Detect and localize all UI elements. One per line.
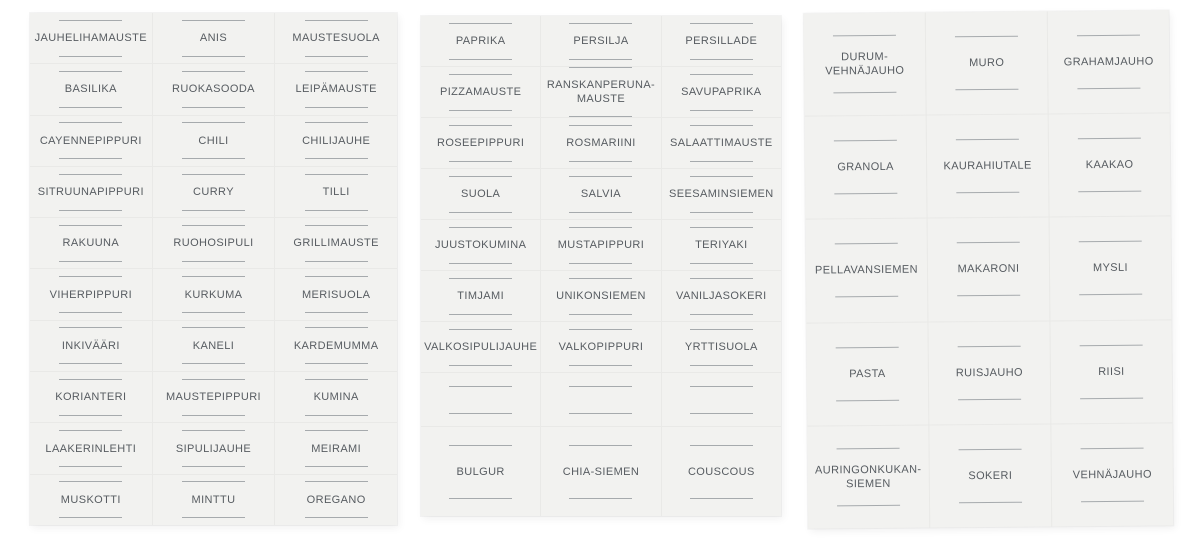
- label-text: YRTTISUOLA: [684, 341, 758, 353]
- label-rule-top: [690, 329, 753, 330]
- label-rule-bottom: [569, 212, 632, 213]
- label-rule-top: [955, 36, 1018, 38]
- label-rule-bottom: [690, 413, 753, 414]
- label-text: PASTA: [849, 367, 886, 380]
- label-rule-top: [1077, 35, 1140, 37]
- label-text: CURRY: [193, 186, 234, 199]
- label-text: VANILJASOKERI: [676, 290, 767, 302]
- label-rule-bottom: [449, 365, 512, 366]
- label-rule-bottom: [690, 498, 753, 499]
- label-cell: [153, 321, 275, 371]
- label-rule-top: [59, 122, 122, 123]
- label-rule-bottom: [836, 399, 899, 401]
- label-rule-bottom: [569, 116, 632, 117]
- label-rule-bottom: [449, 498, 512, 499]
- label-rule-top: [690, 227, 753, 228]
- label-rule-bottom: [182, 415, 245, 416]
- label-cell: [275, 218, 397, 268]
- label-cell: [805, 116, 927, 219]
- label-rule-top: [690, 278, 753, 279]
- label-rule-top: [1078, 138, 1141, 140]
- label-text: MAKARONI: [957, 263, 1020, 276]
- label-rule-bottom: [59, 56, 122, 57]
- label-rule-bottom: [59, 466, 122, 467]
- label-rule-top: [958, 345, 1021, 347]
- label-cell: [30, 269, 152, 319]
- label-rule-bottom: [59, 158, 122, 159]
- label-text: [542, 397, 660, 403]
- label-cell: [153, 167, 275, 217]
- label-rule-bottom: [834, 193, 897, 195]
- label-rule-bottom: [1077, 88, 1140, 90]
- label-rule-top: [59, 71, 122, 72]
- label-cell: [662, 16, 781, 66]
- label-text: MEIRAMI: [311, 442, 362, 455]
- label-text: INKIVÄÄRI: [61, 339, 120, 352]
- label-cell: [30, 116, 152, 166]
- label-rule-top: [59, 20, 122, 21]
- label-cell: [153, 116, 275, 166]
- label-rule-top: [834, 140, 897, 142]
- label-rule-bottom: [690, 59, 753, 60]
- label-rule-top: [305, 225, 368, 226]
- label-text: AURINGONKUKAN-SIEMEN: [814, 463, 922, 491]
- label-text: MURO: [969, 56, 1005, 70]
- label-cell: [30, 475, 152, 525]
- label-cell: [541, 16, 660, 66]
- label-rule-bottom: [182, 517, 245, 518]
- label-rule-top: [182, 379, 245, 380]
- label-cell: [926, 11, 1048, 114]
- label-cell: [541, 427, 660, 516]
- label-sheet-1: [30, 13, 397, 525]
- label-rule-bottom: [837, 505, 900, 507]
- label-rule-top: [59, 327, 122, 328]
- label-text: JAUHELIHAMAUSTE: [34, 32, 147, 45]
- label-text: CHILI: [198, 134, 229, 147]
- label-text: TILLI: [322, 186, 350, 199]
- label-cell: [541, 322, 660, 372]
- label-rule-bottom: [59, 261, 122, 262]
- label-rule-top: [59, 276, 122, 277]
- label-rule-top: [182, 122, 245, 123]
- label-cell: [30, 13, 152, 63]
- label-rule-bottom: [305, 107, 368, 108]
- label-text: BULGUR: [456, 465, 505, 478]
- label-text: SALAATTIMAUSTE: [670, 137, 773, 149]
- label-text: RUOKASOODA: [172, 83, 255, 96]
- label-text: [662, 397, 780, 403]
- label-cell: [275, 167, 397, 217]
- label-text: RAKUUNA: [62, 237, 120, 250]
- label-cell: [30, 423, 152, 473]
- label-rule-bottom: [305, 517, 368, 518]
- label-rule-top: [569, 227, 632, 228]
- label-cell: [153, 269, 275, 319]
- label-rule-bottom: [958, 398, 1021, 400]
- label-text: SITRUUNAPIPPURI: [37, 186, 144, 199]
- label-rule-top: [449, 386, 512, 387]
- label-rule-bottom: [956, 192, 1019, 194]
- label-cell: [153, 372, 275, 422]
- label-cell: [927, 115, 1049, 218]
- label-rule-top: [305, 174, 368, 175]
- label-rule-top: [182, 71, 245, 72]
- label-text: KAAKAO: [1085, 159, 1134, 172]
- label-rule-top: [690, 74, 753, 75]
- label-text: SUOLA: [461, 188, 501, 200]
- label-rule-top: [569, 329, 632, 330]
- label-rule-bottom: [182, 261, 245, 262]
- label-text: GRAHAMJAUHO: [1063, 55, 1154, 69]
- label-text: KANELI: [192, 339, 235, 352]
- label-text: VEHNÄJAUHO: [1072, 468, 1152, 482]
- label-rule-bottom: [569, 59, 632, 60]
- label-text: VIHERPIPPURI: [49, 288, 133, 301]
- label-rule-bottom: [1078, 191, 1141, 193]
- label-rule-bottom: [59, 312, 122, 313]
- label-text: UNIKONSIEMEN: [556, 290, 646, 302]
- label-cell: [662, 169, 781, 219]
- label-rule-top: [305, 379, 368, 380]
- label-text: TIMJAMI: [457, 290, 505, 302]
- label-cell: [541, 67, 660, 117]
- label-rule-top: [836, 346, 899, 348]
- label-text: MERISUOLA: [301, 288, 371, 301]
- label-rule-top: [305, 430, 368, 431]
- label-text: VALKOPIPPURI: [558, 341, 644, 353]
- label-cell: [541, 169, 660, 219]
- label-rule-bottom: [305, 158, 368, 159]
- label-cell: [421, 16, 540, 66]
- label-rule-bottom: [959, 502, 1022, 504]
- label-cell: [421, 427, 540, 516]
- label-text: SALVIA: [580, 188, 622, 200]
- label-rule-top: [59, 481, 122, 482]
- label-cell: [662, 220, 781, 270]
- label-cell: [804, 13, 926, 116]
- label-rule-top: [569, 67, 632, 68]
- label-rule-bottom: [569, 314, 632, 315]
- label-cell: [662, 373, 781, 426]
- label-text: MYSLI: [1092, 262, 1129, 275]
- label-rule-top: [569, 23, 632, 24]
- label-rule-top: [956, 139, 1019, 141]
- label-cell: [421, 67, 540, 117]
- label-sheet-2: [421, 16, 781, 516]
- label-text: CHILIJAUHE: [302, 134, 371, 147]
- label-cell: [662, 118, 781, 168]
- label-cell: [1050, 320, 1172, 423]
- label-cell: [421, 322, 540, 372]
- label-cell: [541, 373, 660, 426]
- label-text: SAVUPAPRIKA: [681, 86, 762, 98]
- label-cell: [928, 218, 1050, 321]
- label-rule-bottom: [690, 263, 753, 264]
- label-rule-bottom: [305, 415, 368, 416]
- label-text: DURUM-VEHNÄJAUHO: [825, 50, 905, 78]
- label-text: ROSEEPIPPURI: [436, 137, 525, 149]
- label-rule-top: [449, 125, 512, 126]
- label-rule-bottom: [835, 296, 898, 298]
- label-rule-top: [449, 329, 512, 330]
- label-rule-bottom: [833, 92, 896, 94]
- label-text: LEIPÄMAUSTE: [295, 83, 377, 96]
- label-cell: [421, 373, 540, 426]
- label-text: [422, 397, 540, 403]
- label-rule-bottom: [182, 312, 245, 313]
- label-cell: [275, 475, 397, 525]
- label-rule-top: [305, 276, 368, 277]
- label-cell: [1051, 423, 1173, 526]
- label-rule-bottom: [569, 263, 632, 264]
- label-text: ROSMARIINI: [566, 137, 636, 149]
- label-rule-top: [1079, 241, 1142, 243]
- label-cell: [1050, 217, 1172, 320]
- label-cell: [929, 424, 1051, 527]
- label-rule-bottom: [305, 363, 368, 364]
- label-text: COUSCOUS: [687, 465, 755, 478]
- label-cell: [275, 423, 397, 473]
- label-rule-bottom: [569, 161, 632, 162]
- label-rule-top: [569, 278, 632, 279]
- label-rule-bottom: [690, 161, 753, 162]
- label-cell: [30, 218, 152, 268]
- label-rule-bottom: [449, 314, 512, 315]
- label-rule-top: [833, 35, 896, 37]
- label-cell: [275, 64, 397, 114]
- label-cell: [30, 167, 152, 217]
- label-rule-top: [690, 386, 753, 387]
- label-rule-bottom: [957, 295, 1020, 297]
- label-cell: [421, 118, 540, 168]
- label-rule-top: [690, 445, 753, 446]
- label-rule-top: [59, 430, 122, 431]
- label-cell: [275, 372, 397, 422]
- label-rule-bottom: [449, 59, 512, 60]
- label-cell: [662, 271, 781, 321]
- label-cell: [421, 271, 540, 321]
- label-text: KURKUMA: [184, 288, 243, 301]
- label-cell: [30, 64, 152, 114]
- label-rule-bottom: [1079, 294, 1142, 296]
- label-rule-top: [835, 243, 898, 245]
- label-rule-top: [449, 23, 512, 24]
- label-rule-top: [305, 122, 368, 123]
- label-rule-top: [449, 227, 512, 228]
- label-rule-bottom: [305, 210, 368, 211]
- label-rule-top: [449, 176, 512, 177]
- label-text: RIISI: [1098, 365, 1125, 378]
- label-rule-bottom: [59, 517, 122, 518]
- label-rule-top: [182, 174, 245, 175]
- label-rule-top: [957, 242, 1020, 244]
- label-text: VALKOSIPULIJAUHE: [424, 341, 538, 353]
- label-cell: [153, 423, 275, 473]
- label-rule-bottom: [569, 365, 632, 366]
- label-rule-bottom: [1081, 501, 1144, 503]
- label-rule-top: [59, 379, 122, 380]
- label-rule-bottom: [569, 498, 632, 499]
- label-rule-bottom: [449, 413, 512, 414]
- label-rule-top: [305, 481, 368, 482]
- label-text: MINTTU: [191, 493, 236, 506]
- label-rule-bottom: [182, 466, 245, 467]
- label-text: MAUSTEPIPPURI: [165, 391, 262, 404]
- label-text: KORIANTERI: [55, 391, 127, 404]
- label-rule-top: [569, 386, 632, 387]
- label-rule-bottom: [182, 107, 245, 108]
- label-rule-bottom: [305, 56, 368, 57]
- label-rule-bottom: [449, 110, 512, 111]
- label-rule-bottom: [690, 314, 753, 315]
- label-rule-bottom: [1080, 397, 1143, 399]
- label-rule-bottom: [59, 210, 122, 211]
- label-cell: [421, 169, 540, 219]
- label-rule-bottom: [59, 415, 122, 416]
- label-text: RANSKANPERUNA-MAUSTE: [546, 79, 656, 105]
- label-cell: [275, 116, 397, 166]
- label-rule-bottom: [59, 363, 122, 364]
- label-cell: [275, 13, 397, 63]
- label-text: PIZZAMAUSTE: [439, 86, 522, 98]
- label-cell: [30, 321, 152, 371]
- label-cell: [275, 269, 397, 319]
- label-cell: [1049, 114, 1171, 217]
- label-cell: [153, 13, 275, 63]
- label-rule-top: [305, 20, 368, 21]
- label-rule-bottom: [182, 158, 245, 159]
- label-cell: [662, 427, 781, 516]
- label-cell: [1048, 10, 1170, 113]
- label-rule-bottom: [182, 210, 245, 211]
- label-text: MAUSTESUOLA: [292, 32, 380, 45]
- label-rule-top: [569, 445, 632, 446]
- label-cell: [806, 219, 928, 322]
- label-rule-bottom: [690, 110, 753, 111]
- label-rule-bottom: [182, 56, 245, 57]
- label-rule-top: [305, 71, 368, 72]
- label-rule-bottom: [305, 261, 368, 262]
- label-text: ANIS: [199, 32, 228, 45]
- label-rule-top: [690, 23, 753, 24]
- label-rule-top: [569, 125, 632, 126]
- label-text: PELLAVANSIEMEN: [814, 264, 919, 277]
- label-rule-bottom: [449, 263, 512, 264]
- label-rule-top: [959, 449, 1022, 451]
- label-rule-top: [182, 276, 245, 277]
- label-cell: [928, 321, 1050, 424]
- label-rule-top: [690, 125, 753, 126]
- label-text: PERSILLADE: [685, 35, 758, 47]
- label-rule-top: [182, 225, 245, 226]
- label-rule-bottom: [569, 413, 632, 414]
- label-text: BASILIKA: [64, 83, 117, 96]
- label-rule-bottom: [690, 212, 753, 213]
- label-text: GRANOLA: [837, 161, 894, 174]
- label-rule-bottom: [305, 312, 368, 313]
- label-text: KAURAHIUTALE: [943, 159, 1032, 173]
- label-rule-bottom: [955, 89, 1018, 91]
- label-cell: [421, 220, 540, 270]
- label-rule-bottom: [449, 161, 512, 162]
- label-rule-bottom: [59, 107, 122, 108]
- label-rule-top: [1080, 344, 1143, 346]
- label-rule-top: [182, 430, 245, 431]
- label-cell: [153, 475, 275, 525]
- label-cell: [541, 220, 660, 270]
- label-text: OREGANO: [306, 493, 366, 506]
- label-cell: [541, 118, 660, 168]
- label-text: SOKERI: [968, 469, 1013, 483]
- label-text: SIPULIJAUHE: [175, 442, 252, 455]
- label-cell: [541, 271, 660, 321]
- label-text: CAYENNEPIPPURI: [39, 134, 142, 147]
- label-text: TERIYAKI: [695, 239, 748, 251]
- label-rule-top: [449, 74, 512, 75]
- label-rule-top: [837, 448, 900, 450]
- label-text: KARDEMUMMA: [293, 339, 379, 352]
- label-rule-bottom: [182, 363, 245, 364]
- label-sheet-3: [804, 10, 1173, 528]
- label-text: RUOHOSIPULI: [173, 237, 254, 250]
- label-rule-top: [690, 176, 753, 177]
- label-text: JUUSTOKUMINA: [434, 239, 527, 251]
- label-rule-top: [182, 481, 245, 482]
- label-rule-top: [1081, 448, 1144, 450]
- label-text: MUSTAPIPPURI: [557, 239, 645, 251]
- label-cell: [662, 322, 781, 372]
- label-cell: [807, 425, 929, 528]
- label-text: CHIA-SIEMEN: [562, 465, 640, 478]
- label-rule-top: [59, 174, 122, 175]
- label-cell: [806, 322, 928, 425]
- label-rule-bottom: [690, 365, 753, 366]
- label-rule-top: [569, 176, 632, 177]
- label-text: KUMINA: [313, 391, 359, 404]
- label-cell: [30, 372, 152, 422]
- label-cell: [153, 218, 275, 268]
- label-rule-top: [305, 327, 368, 328]
- label-rule-top: [59, 225, 122, 226]
- label-rule-bottom: [449, 212, 512, 213]
- label-rule-top: [182, 327, 245, 328]
- label-rule-top: [182, 20, 245, 21]
- label-cell: [662, 67, 781, 117]
- label-text: MUSKOTTI: [60, 493, 121, 506]
- label-text: GRILLIMAUSTE: [293, 237, 379, 250]
- label-rule-top: [449, 278, 512, 279]
- label-rule-bottom: [305, 466, 368, 467]
- label-text: RUISJAUHO: [955, 366, 1024, 379]
- label-text: LAAKERINLEHTI: [45, 442, 137, 455]
- label-cell: [153, 64, 275, 114]
- label-text: SEESAMINSIEMEN: [669, 188, 774, 200]
- label-rule-top: [449, 445, 512, 446]
- label-cell: [275, 321, 397, 371]
- label-text: PAPRIKA: [455, 35, 506, 47]
- label-text: PERSILJA: [573, 35, 629, 47]
